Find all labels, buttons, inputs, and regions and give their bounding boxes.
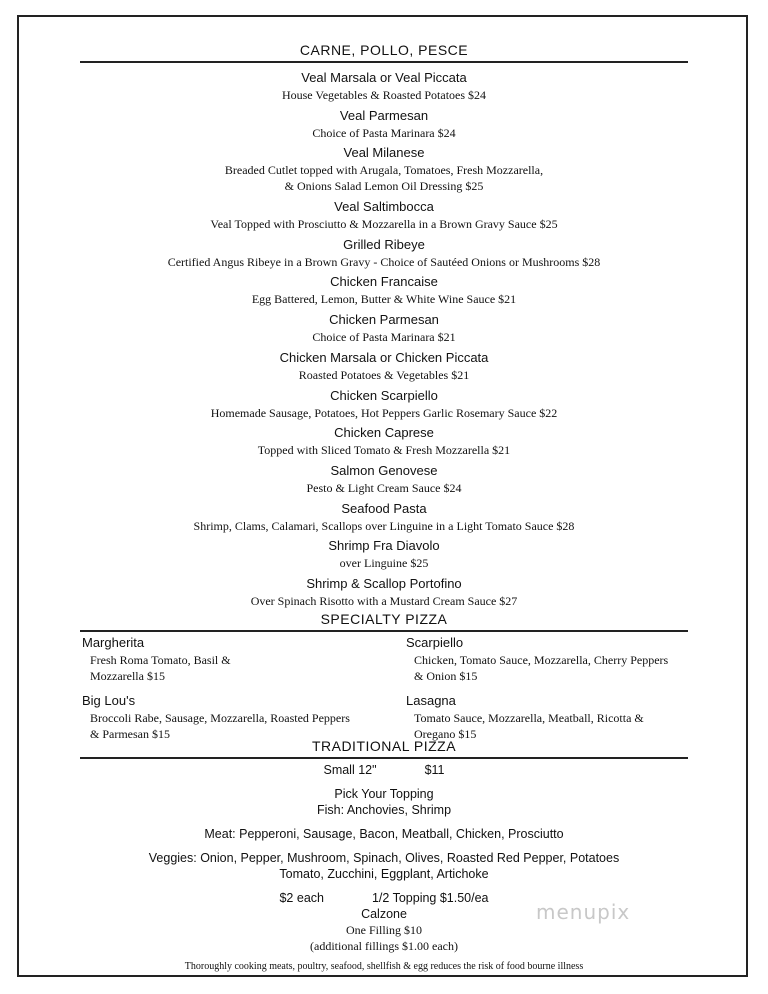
- meat-toppings: Meat: Pepperoni, Sausage, Bacon, Meatball, Chicken, Prosciutto: [204, 827, 564, 841]
- menu-item: [80, 144, 688, 194]
- item-description: Pesto & Light Cream Sauce $24: [306, 480, 462, 495]
- menu-item: [80, 387, 688, 421]
- menu-item: [80, 69, 688, 103]
- menu-item: [80, 349, 688, 383]
- item-name: Chicken Caprese: [334, 425, 434, 441]
- menu-item: [82, 692, 406, 742]
- menu-item: [406, 634, 722, 684]
- item-name: Chicken Francaise: [330, 274, 438, 290]
- calzone-extra: (additional fillings $1.00 each): [310, 939, 458, 953]
- item-name: Grilled Ribeye: [343, 236, 425, 252]
- item-name: Chicken Parmesan: [329, 312, 439, 328]
- menu-item: [80, 462, 688, 496]
- item-description: House Vegetables & Roasted Potatoes $24: [281, 88, 487, 102]
- traditional-pizza: [80, 762, 688, 972]
- item-description: Egg Battered, Lemon, Butter & White Wine Sauce $21: [251, 292, 517, 307]
- item-description: Chicken, Tomato Sauce, Mozzarella, Cherry Peppers: [414, 653, 669, 667]
- half-topping-price: 1/2 Topping $1.50/ea: [371, 891, 489, 905]
- watermark: menupix: [536, 900, 631, 924]
- menu-item: [80, 273, 688, 307]
- menu-item: [80, 537, 688, 571]
- calzone-price: One Filling $10: [345, 923, 422, 937]
- item-name: Seafood Pasta: [341, 500, 427, 516]
- carne-items: [80, 69, 688, 613]
- item-name: Big Lou's: [82, 692, 136, 708]
- item-name: Shrimp & Scallop Portofino: [306, 575, 462, 591]
- item-description: Fresh Roma Tomato, Basil &: [90, 653, 231, 667]
- section-title-specialty: SPECIALTY PIZZA: [80, 611, 688, 632]
- size: Small 12": [323, 763, 377, 777]
- section-title-traditional: TRADITIONAL PIZZA: [80, 738, 688, 759]
- size-price: $11: [424, 763, 445, 777]
- item-description: Topped with Sliced Tomato & Fresh Mozzarella $21: [257, 443, 511, 458]
- menu-item: [80, 107, 688, 141]
- menu-item: [80, 500, 688, 534]
- item-description: Choice of Pasta Marinara $21: [312, 330, 456, 345]
- item-name: Margherita: [82, 635, 145, 650]
- veggie-toppings-2: Tomato, Zucchini, Eggplant, Artichoke: [279, 867, 489, 881]
- item-name: Veal Parmesan: [339, 107, 429, 123]
- item-name: Salmon Genovese: [330, 462, 438, 478]
- item-name: Lasagna: [406, 692, 456, 708]
- item-description: Veal Topped with Prosciutto & Mozzarella in a Brown Gravy Sauce $25: [210, 217, 558, 232]
- item-description: Breaded Cutlet topped with Arugala, Tomatoes, Fresh Mozzarella,: [224, 163, 544, 178]
- item-description: Choice of Pasta Marinara $24: [312, 125, 456, 140]
- food-safety-note: Thoroughly cooking meats, poultry, seafood, shellfish & egg reduces the risk of food bourne illness: [184, 961, 584, 972]
- item-description: Oregano $15: [414, 726, 477, 741]
- item-description: & Onion $15: [414, 669, 478, 683]
- item-description: & Parmesan $15: [90, 726, 170, 741]
- item-name: Chicken Marsala or Chicken Piccata: [279, 349, 489, 365]
- menu-item: [80, 424, 688, 458]
- item-name: Veal Saltimbocca: [334, 199, 434, 215]
- topping-price: $2 each: [279, 891, 324, 905]
- item-description: over Linguine $25: [339, 556, 429, 571]
- menu-item: [406, 692, 722, 742]
- item-name: Shrimp Fra Diavolo: [328, 538, 440, 554]
- item-description: Shrimp, Clams, Calamari, Scallops over Linguine in a Light Tomato Sauce $28: [193, 518, 575, 533]
- menu-item: [80, 236, 688, 270]
- menu-item: [80, 198, 688, 232]
- section-title-carne: CARNE, POLLO, PESCE: [80, 42, 688, 63]
- veggie-toppings: Veggies: Onion, Pepper, Mushroom, Spinach, Olives, Roasted Red Pepper, Potatoes: [148, 851, 620, 865]
- fish-toppings: Fish: Anchovies, Shrimp: [316, 803, 452, 817]
- item-description: Mozzarella $15: [90, 669, 165, 683]
- item-description: Roasted Potatoes & Vegetables $21: [298, 367, 470, 382]
- menu-item: [82, 634, 406, 684]
- pick-topping: Pick Your Topping: [334, 787, 434, 801]
- item-description: Over Spinach Risotto with a Mustard Cream Sauce $27: [250, 593, 518, 608]
- item-name: Veal Milanese: [343, 145, 425, 161]
- item-name: Veal Marsala or Veal Piccata: [301, 70, 467, 85]
- menu-item: [80, 311, 688, 345]
- item-description: & Onions Salad Lemon Oil Dressing $25: [284, 179, 484, 194]
- item-name: Chicken Scarpiello: [330, 387, 438, 403]
- item-name: Scarpiello: [406, 635, 464, 650]
- item-description: Broccoli Rabe, Sausage, Mozzarella, Roasted Peppers: [90, 710, 350, 725]
- item-description: Homemade Sausage, Potatoes, Hot Peppers Garlic Rosemary Sauce $22: [210, 405, 558, 420]
- calzone-title: Calzone: [361, 907, 407, 921]
- specialty-items: [82, 634, 722, 745]
- item-description: Tomato Sauce, Mozzarella, Meatball, Ricotta &: [414, 710, 644, 725]
- menu-item: [80, 575, 688, 609]
- item-description: Certified Angus Ribeye in a Brown Gravy - Choice of Sautéed Onions or Mushrooms $28: [167, 254, 601, 269]
